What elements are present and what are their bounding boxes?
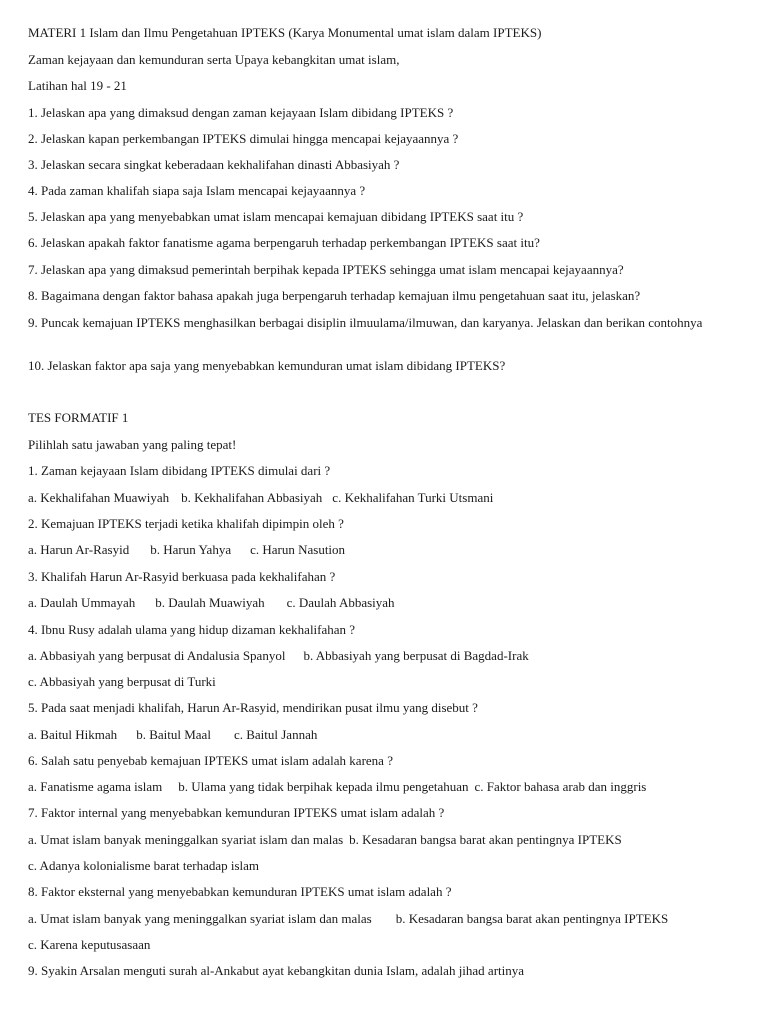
option-c: c. Harun Nasution bbox=[250, 542, 346, 557]
latihan-question: 3. Jelaskan secara singkat keberadaan kekhalifahan dinasti Abbasiyah ? bbox=[28, 157, 400, 172]
quiz-question: 5. Pada saat menjadi khalifah, Harun Ar-Rasyid, mendirikan pusat ilmu yang disebut ? bbox=[28, 700, 478, 715]
materi-heading: MATERI 1 Islam dan Ilmu Pengetahuan IPTEKS (Karya Monumental umat islam dalam IPTEKS) bbox=[28, 25, 542, 40]
option-b: b. Kesadaran bangsa barat akan pentingnya IPTEKS bbox=[395, 911, 669, 926]
option-b: b. Baitul Maal bbox=[136, 727, 211, 742]
option-c: c. Faktor bahasa arab dan inggris bbox=[474, 779, 647, 794]
option-c: c. Baitul Jannah bbox=[233, 727, 318, 742]
latihan-question: 8. Bagaimana dengan faktor bahasa apakah juga berpengaruh terhadap kemajuan ilmu pengetahuan saat itu, jelaskan? bbox=[28, 288, 641, 303]
quiz-options bbox=[28, 489, 744, 507]
option-b: b. Abbasiyah yang berpusat di Bagdad-Irak bbox=[303, 648, 529, 663]
tes-formatif-instruction: Pilihlah satu jawaban yang paling tepat! bbox=[28, 437, 237, 452]
option-b: b. Harun Yahya bbox=[150, 542, 232, 557]
quiz-question: 6. Salah satu penyebab kemajuan IPTEKS umat islam adalah karena ? bbox=[28, 753, 393, 768]
quiz-question: 8. Faktor eksternal yang menyebabkan kemunduran IPTEKS umat islam adalah ? bbox=[28, 884, 452, 899]
option-b: b. Kesadaran bangsa barat akan pentingnya IPTEKS bbox=[349, 832, 622, 847]
quiz-question: 4. Ibnu Rusy adalah ulama yang hidup dizaman kekhalifahan ? bbox=[28, 622, 356, 637]
option-a: a. Abbasiyah yang berpusat di Andalusia Spanyol bbox=[28, 648, 286, 663]
option-a: a. Fanatisme agama islam bbox=[28, 779, 163, 794]
option-a: a. Daulah Ummayah bbox=[28, 595, 136, 610]
quiz-options bbox=[28, 647, 744, 665]
latihan-question: 4. Pada zaman khalifah siapa saja Islam mencapai kejayaannya ? bbox=[28, 183, 366, 198]
quiz-question: 2. Kemajuan IPTEKS terjadi ketika khalifah dipimpin oleh ? bbox=[28, 516, 344, 531]
latihan-question: 7. Jelaskan apa yang dimaksud pemerintah berpihak kepada IPTEKS sehingga umat islam mencapai kejayaannya? bbox=[28, 262, 624, 277]
quiz-options bbox=[28, 778, 744, 796]
quiz-question: 7. Faktor internal yang menyebabkan kemunduran IPTEKS umat islam adalah ? bbox=[28, 805, 445, 820]
quiz-question: 9. Syakin Arsalan menguti surah al-Ankabut ayat kebangkitan dunia Islam, adalah jihad artinya bbox=[28, 963, 525, 978]
latihan-question: 2. Jelaskan kapan perkembangan IPTEKS dimulai hingga mencapai kejayaannya ? bbox=[28, 131, 459, 146]
latihan-question: 10. Jelaskan faktor apa saja yang menyebabkan kemunduran umat islam dibidang IPTEKS? bbox=[28, 358, 506, 373]
option-b: b. Ulama yang tidak berpihak kepada ilmu pengetahuan bbox=[178, 779, 469, 794]
quiz-options bbox=[28, 936, 744, 954]
option-c: c. Daulah Abbasiyah bbox=[286, 595, 395, 610]
option-a: a. Umat islam banyak meninggalkan syariat islam dan malas bbox=[28, 832, 344, 847]
latihan-question: 6. Jelaskan apakah faktor fanatisme agama berpengaruh terhadap perkembangan IPTEKS saat itu? bbox=[28, 235, 540, 250]
option-c: c. Kekhalifahan Turki Utsmani bbox=[332, 490, 494, 505]
quiz-question: 1. Zaman kejayaan Islam dibidang IPTEKS dimulai dari ? bbox=[28, 463, 331, 478]
materi-subtitle: Zaman kejayaan dan kemunduran serta Upaya kebangkitan umat islam, bbox=[28, 52, 400, 67]
quiz-question: 3. Khalifah Harun Ar-Rasyid berkuasa pada kekhalifahan ? bbox=[28, 569, 336, 584]
tes-formatif-title: TES FORMATIF 1 bbox=[28, 410, 129, 425]
quiz-options bbox=[28, 857, 744, 875]
quiz-options bbox=[28, 910, 744, 928]
option-a: a. Harun Ar-Rasyid bbox=[28, 542, 130, 557]
option-c: c. Adanya kolonialisme barat terhadap islam bbox=[28, 858, 260, 873]
latihan-heading: Latihan hal 19 - 21 bbox=[28, 78, 127, 93]
latihan-question: 5. Jelaskan apa yang menyebabkan umat islam mencapai kemajuan dibidang IPTEKS saat itu ? bbox=[28, 209, 524, 224]
quiz-options bbox=[28, 594, 744, 612]
option-a: a. Baitul Hikmah bbox=[28, 727, 118, 742]
option-a: a. Umat islam banyak yang meninggalkan syariat islam dan malas bbox=[28, 911, 372, 926]
option-c: c. Karena keputusasaan bbox=[28, 937, 151, 952]
quiz-options bbox=[28, 673, 744, 691]
option-a: a. Kekhalifahan Muawiyah bbox=[28, 490, 170, 505]
quiz-options bbox=[28, 541, 744, 559]
quiz-options bbox=[28, 831, 744, 849]
latihan-question: 9. Puncak kemajuan IPTEKS menghasilkan berbagai disiplin ilmuulama/ilmuwan, dan karyanya. Jelaskan dan berikan contohnya bbox=[28, 315, 703, 330]
quiz-options bbox=[28, 726, 744, 744]
option-c: c. Abbasiyah yang berpusat di Turki bbox=[28, 674, 216, 689]
latihan-question: 1. Jelaskan apa yang dimaksud dengan zaman kejayaan Islam dibidang IPTEKS ? bbox=[28, 105, 454, 120]
option-b: b. Daulah Muawiyah bbox=[155, 595, 265, 610]
option-b: b. Kekhalifahan Abbasiyah bbox=[181, 490, 323, 505]
